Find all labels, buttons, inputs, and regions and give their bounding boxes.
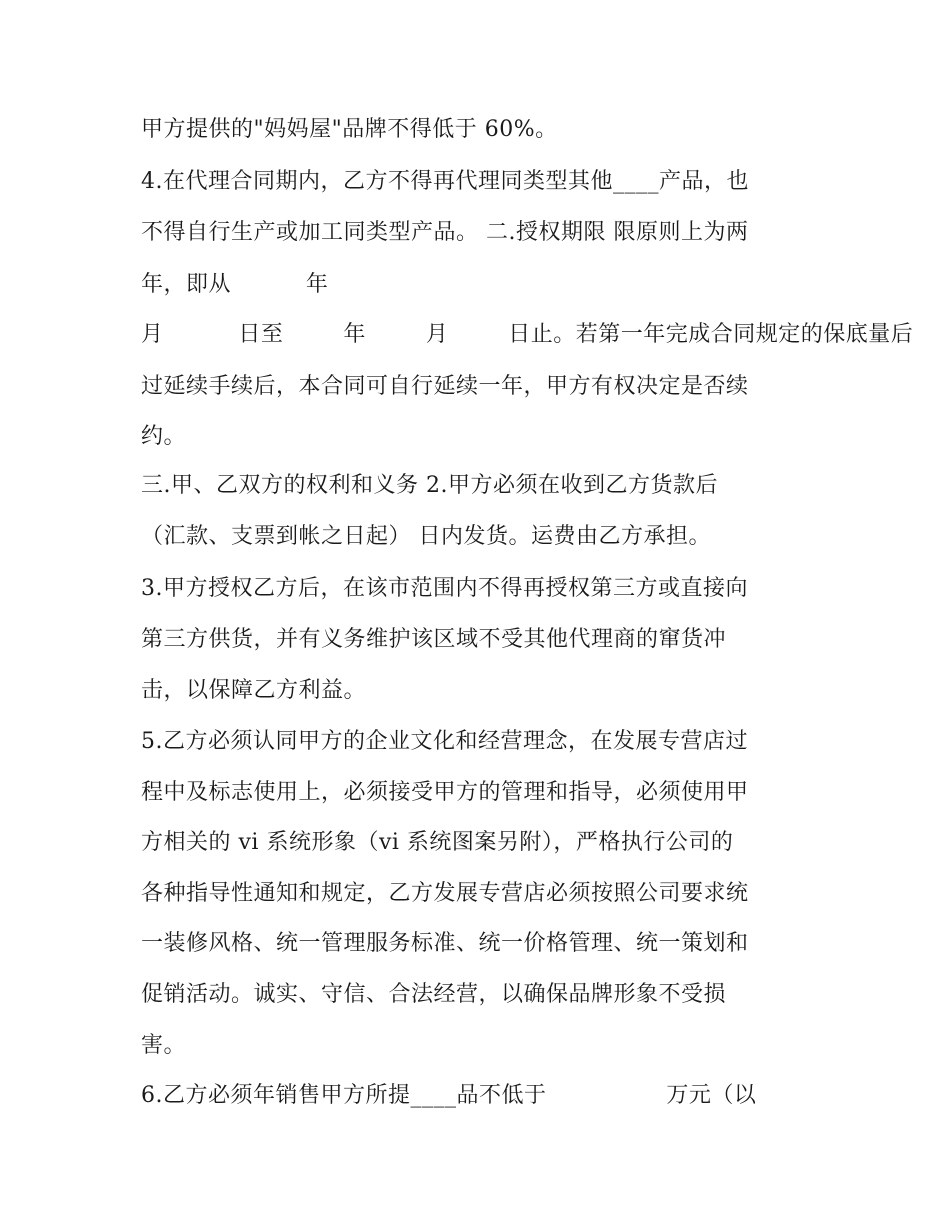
text-line: （汇款、支票到帐之日起） 日内发货。运费由乙方承担。 bbox=[141, 524, 711, 549]
text-line: 6.乙方必须年销售甲方所提____品不低于 万元（以 bbox=[141, 1083, 757, 1108]
text-line: 促销活动。诚实、守信、合法经营，以确保品牌形象不受损 bbox=[141, 982, 727, 1007]
text-line: 击，以保障乙方利益。 bbox=[141, 678, 367, 703]
text-line: 程中及标志使用上，必须接受甲方的管理和指导，必须使用甲 bbox=[141, 780, 749, 805]
text-line: 约。 bbox=[141, 424, 187, 449]
text-line: 甲方提供的"妈妈屋"品牌不得低于 60%。 bbox=[141, 117, 558, 142]
text-line: 三.甲、乙双方的权利和义务 2.甲方必须在收到乙方货款后 bbox=[141, 473, 718, 498]
text-line: 过延续手续后，本合同可自行延续一年，甲方有权决定是否续 bbox=[141, 374, 749, 399]
text-line: 第三方供货，并有义务维护该区域不受其他代理商的窜货冲 bbox=[141, 627, 727, 652]
text-line: 害。 bbox=[141, 1033, 187, 1058]
text-line: 3.甲方授权乙方后，在该市范围内不得再授权第三方或直接向 bbox=[141, 576, 748, 601]
text-line: 年，即从 年 bbox=[141, 272, 329, 297]
text-line: 方相关的 vi 系统形象（vi 系统图案另附），严格执行公司的 bbox=[141, 830, 734, 855]
text-line: 一装修风格、统一管理服务标准、统一价格管理、统一策划和 bbox=[141, 931, 749, 956]
text-line: 4.在代理合同期内，乙方不得再代理同类型其他____产品，也 bbox=[141, 169, 749, 194]
text-line: 5.乙方必须认同甲方的企业文化和经营理念，在发展专营店过 bbox=[141, 729, 748, 754]
text-line: 月 日至 年 月 日止。若第一年完成合同规定的保底量后 bbox=[141, 322, 914, 347]
text-line: 不得自行生产或加工同类型产品。 二.授权期限 限原则上为两 bbox=[141, 220, 749, 245]
text-line: 各种指导性通知和规定，乙方发展专营店必须按照公司要求统 bbox=[141, 881, 749, 906]
